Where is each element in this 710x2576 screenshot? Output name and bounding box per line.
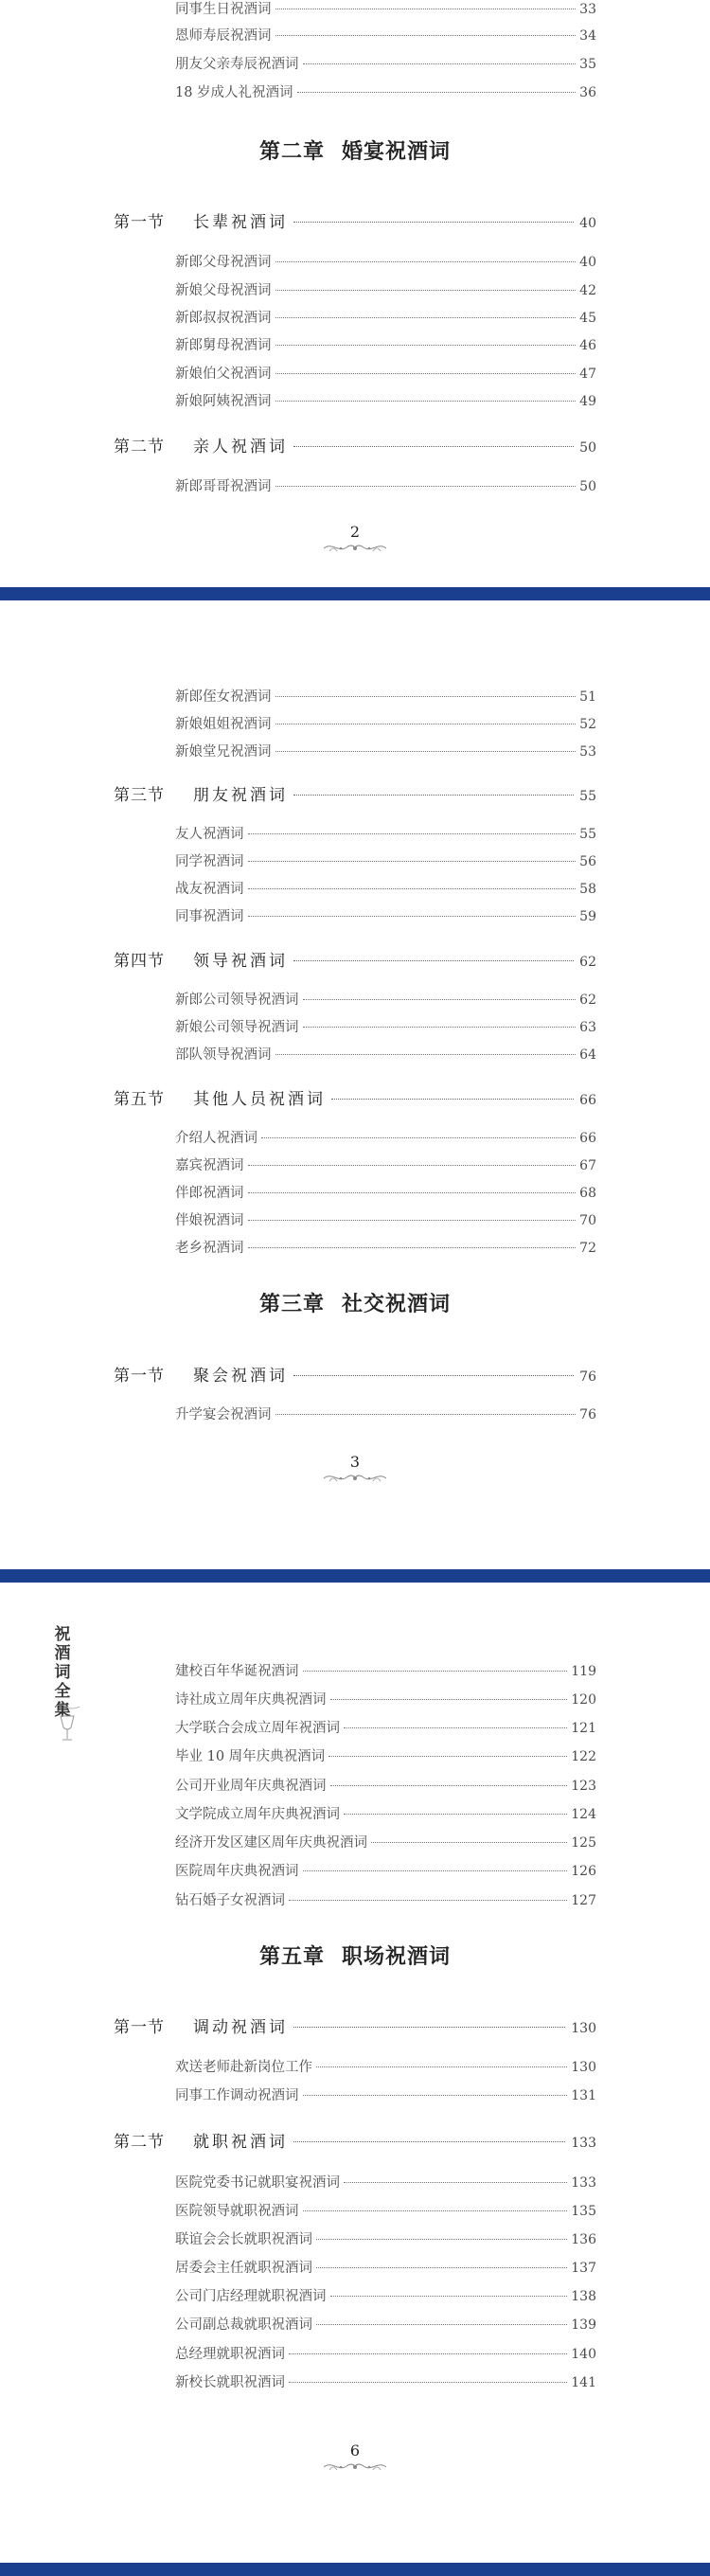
toc-entry[interactable] <box>175 390 596 413</box>
entry-title: 同事祝酒词 <box>175 909 244 924</box>
section-title: 就职祝酒词 <box>193 2133 288 2152</box>
dot-leader <box>275 401 577 402</box>
section-heading[interactable] <box>114 1085 596 1110</box>
dot-leader <box>316 2324 567 2325</box>
toc-entry[interactable] <box>175 1016 596 1039</box>
dot-leader <box>275 261 577 262</box>
toc-entry[interactable] <box>175 1209 596 1232</box>
entry-page: 40 <box>579 255 596 270</box>
entry-title: 朋友父亲寿辰祝酒词 <box>175 57 299 72</box>
entry-title: 部队领导祝酒词 <box>175 1047 272 1063</box>
dot-leader <box>293 2027 565 2028</box>
toc-page-3 <box>0 600 710 1569</box>
chapter-label: 第五章 <box>258 1944 325 1969</box>
entry-page: 51 <box>579 689 596 705</box>
chapter-label: 第二章 <box>258 139 325 164</box>
entry-title: 诗社成立周年庆典祝酒词 <box>175 1692 327 1708</box>
entry-title: 大学联合会成立周年祝酒词 <box>175 1721 340 1736</box>
entry-page: 141 <box>571 2375 596 2390</box>
section-title: 朋友祝酒词 <box>193 786 288 805</box>
section-heading[interactable] <box>114 781 596 806</box>
toc-entry[interactable] <box>175 334 596 357</box>
entry-title: 公司副总裁就职祝酒词 <box>175 2317 312 2333</box>
dot-leader <box>303 63 577 64</box>
entry-title: 文学院成立周年庆典祝酒词 <box>175 1807 340 1822</box>
entry-title: 新娘堂兄祝酒词 <box>175 744 272 760</box>
toc-entry[interactable] <box>175 1154 596 1177</box>
entry-title: 恩师寿辰祝酒词 <box>175 28 272 44</box>
section-page: 50 <box>579 440 596 456</box>
section-heading[interactable] <box>114 433 596 457</box>
toc-entry[interactable] <box>175 1775 596 1798</box>
dot-leader <box>316 2239 567 2240</box>
entry-page: 76 <box>579 1407 596 1422</box>
entry-title: 新娘公司领导祝酒词 <box>175 1020 299 1035</box>
entry-title: 新郎公司领导祝酒词 <box>175 993 299 1008</box>
entry-title: 公司门店经理就职祝酒词 <box>175 2289 327 2304</box>
page-number: 6 <box>349 2442 361 2460</box>
entry-title: 钻石婚子女祝酒词 <box>175 1893 285 1908</box>
dot-leader <box>275 373 577 374</box>
toc-entry[interactable] <box>175 741 596 763</box>
entry-page: 138 <box>571 2289 596 2304</box>
dot-leader <box>303 2210 568 2211</box>
dot-leader <box>275 696 577 697</box>
entry-title: 新郎侄女祝酒词 <box>175 689 272 705</box>
dot-leader <box>248 833 577 834</box>
dot-leader <box>293 2141 565 2142</box>
toc-entry[interactable] <box>175 1237 596 1260</box>
toc-entry[interactable] <box>175 2343 596 2366</box>
book-title-char: 词 <box>54 1663 71 1682</box>
entry-page: 120 <box>571 1692 596 1708</box>
section-title: 聚会祝酒词 <box>193 1367 288 1386</box>
entry-page: 122 <box>571 1749 596 1764</box>
chapter-heading[interactable] <box>0 135 710 165</box>
dot-leader <box>344 1727 567 1728</box>
entry-title: 新郎父母祝酒词 <box>175 255 272 270</box>
dot-leader <box>248 861 577 862</box>
entry-page: 124 <box>571 1807 596 1822</box>
dot-leader <box>289 2382 567 2383</box>
toc-entry[interactable] <box>175 0 596 21</box>
toc-entry[interactable] <box>175 2172 596 2194</box>
entry-title: 升学宴会祝酒词 <box>175 1407 272 1422</box>
dot-leader <box>275 35 577 36</box>
dot-leader <box>275 290 577 291</box>
entry-page: 33 <box>579 2 596 17</box>
entry-title: 老乡祝酒词 <box>175 1241 244 1256</box>
entry-page: 55 <box>579 827 596 842</box>
entry-title: 友人祝酒词 <box>175 827 244 842</box>
dot-leader <box>248 1247 577 1248</box>
section-heading[interactable] <box>114 2128 596 2153</box>
entry-title: 新郎舅母祝酒词 <box>175 338 272 353</box>
entry-page: 136 <box>571 2232 596 2247</box>
entry-title: 同学祝酒词 <box>175 854 244 869</box>
toc-entry[interactable] <box>175 713 596 736</box>
dot-leader <box>293 446 574 447</box>
section-title: 长辈祝酒词 <box>193 213 288 232</box>
dot-leader <box>289 1900 567 1901</box>
toc-entry[interactable] <box>175 2285 596 2308</box>
book-title-char: 集 <box>54 1701 71 1720</box>
dot-leader <box>289 2353 567 2354</box>
section-label: 第一节 <box>114 1367 165 1386</box>
dot-leader <box>248 1220 577 1221</box>
dot-leader <box>330 1699 568 1700</box>
section-label: 第二节 <box>114 2133 165 2152</box>
toc-entry[interactable] <box>175 1660 596 1683</box>
toc-entry[interactable] <box>175 2371 596 2394</box>
section-heading[interactable] <box>114 947 596 972</box>
toc-entry[interactable] <box>175 279 596 302</box>
section-page: 40 <box>579 216 596 231</box>
entry-title: 居委会主任就职祝酒词 <box>175 2261 312 2276</box>
dot-leader <box>293 1375 574 1376</box>
dot-leader <box>248 1165 577 1166</box>
chapter-heading[interactable] <box>0 1941 710 1970</box>
chapter-heading[interactable] <box>0 1288 710 1317</box>
dot-leader <box>275 1054 577 1055</box>
page-divider <box>0 1569 710 1583</box>
entry-title: 经济开发区建区周年庆典祝酒词 <box>175 1835 367 1851</box>
entry-title: 总经理就职祝酒词 <box>175 2347 285 2362</box>
toc-entry[interactable] <box>175 81 596 104</box>
entry-page: 47 <box>579 367 596 382</box>
chapter-title: 社交祝酒词 <box>342 1292 452 1316</box>
section-page: 62 <box>579 955 596 970</box>
entry-page: 67 <box>579 1158 596 1173</box>
dot-leader <box>275 317 577 318</box>
toc-entry[interactable] <box>175 850 596 873</box>
entry-page: 130 <box>571 2060 596 2075</box>
toc-entry[interactable] <box>175 2084 596 2107</box>
entry-title: 建校百年华诞祝酒词 <box>175 1664 299 1679</box>
dot-leader <box>303 2095 568 2096</box>
dot-leader <box>293 960 574 961</box>
entry-title: 新娘父母祝酒词 <box>175 283 272 298</box>
book-title-char: 酒 <box>54 1644 71 1663</box>
entry-page: 46 <box>579 338 596 353</box>
entry-title: 伴郎祝酒词 <box>175 1186 244 1201</box>
entry-title: 新郎叔叔祝酒词 <box>175 311 272 326</box>
entry-title: 新校长就职祝酒词 <box>175 2375 285 2390</box>
toc-entry[interactable] <box>175 2200 596 2223</box>
entry-page: 50 <box>579 479 596 494</box>
entry-page: 56 <box>579 854 596 869</box>
toc-entry[interactable] <box>175 1803 596 1826</box>
entry-page: 59 <box>579 909 596 924</box>
entry-page: 125 <box>571 1835 596 1851</box>
entry-title: 同事工作调动祝酒词 <box>175 2088 299 2103</box>
dot-leader <box>275 486 577 487</box>
section-title: 调动祝酒词 <box>193 2018 288 2037</box>
dot-leader <box>275 751 577 752</box>
entry-title: 医院周年庆典祝酒词 <box>175 1864 299 1879</box>
section-label: 第一节 <box>114 213 165 232</box>
dot-leader <box>371 1842 567 1843</box>
entry-page: 42 <box>579 283 596 298</box>
section-title: 亲人祝酒词 <box>193 438 288 456</box>
dot-leader <box>344 2182 567 2183</box>
dot-leader <box>303 1671 568 1672</box>
section-page: 133 <box>571 2136 596 2151</box>
toc-entry[interactable] <box>175 2257 596 2280</box>
page-number: 3 <box>349 1453 361 1471</box>
entry-title: 伴娘祝酒词 <box>175 1213 244 1228</box>
entry-page: 36 <box>579 85 596 100</box>
entry-page: 49 <box>579 394 596 409</box>
entry-page: 68 <box>579 1186 596 1201</box>
entry-page: 35 <box>579 57 596 72</box>
section-page: 55 <box>579 789 596 804</box>
entry-page: 140 <box>571 2347 596 2362</box>
entry-page: 135 <box>571 2204 596 2219</box>
ornament-icon <box>322 1470 388 1485</box>
dot-leader <box>344 1814 567 1815</box>
entry-page: 66 <box>579 1131 596 1146</box>
toc-entry[interactable] <box>175 25 596 47</box>
page-divider <box>0 2563 710 2576</box>
dot-leader <box>331 1099 574 1100</box>
entry-page: 53 <box>579 744 596 760</box>
toc-entry[interactable] <box>175 878 596 901</box>
entry-title: 嘉宾祝酒词 <box>175 1158 244 1173</box>
entry-title: 公司开业周年庆典祝酒词 <box>175 1779 327 1794</box>
toc-entry[interactable] <box>175 823 596 846</box>
entry-title: 联谊会会长就职祝酒词 <box>175 2232 312 2247</box>
section-page: 76 <box>579 1369 596 1385</box>
toc-entry[interactable] <box>175 989 596 1011</box>
section-page: 130 <box>571 2021 596 2036</box>
entry-title: 医院领导就职祝酒词 <box>175 2204 299 2219</box>
toc-entry[interactable] <box>175 2314 596 2336</box>
dot-leader <box>297 92 577 93</box>
section-label: 第一节 <box>114 2018 165 2037</box>
toc-entry[interactable] <box>175 2228 596 2251</box>
entry-title: 新郎哥哥祝酒词 <box>175 479 272 494</box>
dot-leader <box>275 1414 577 1415</box>
entry-page: 52 <box>579 717 596 732</box>
dot-leader <box>330 1785 568 1786</box>
entry-page: 131 <box>571 2088 596 2103</box>
dot-leader <box>316 2267 567 2268</box>
entry-title: 战友祝酒词 <box>175 882 244 897</box>
section-title: 领导祝酒词 <box>193 952 288 971</box>
entry-page: 139 <box>571 2317 596 2333</box>
entry-page: 62 <box>579 993 596 1008</box>
dot-leader <box>303 1027 577 1028</box>
section-label: 第四节 <box>114 952 165 971</box>
wine-glass-icon <box>53 1703 81 1744</box>
page-divider <box>0 587 710 600</box>
entry-page: 63 <box>579 1020 596 1035</box>
ornament-icon <box>322 2459 388 2474</box>
page-number: 2 <box>349 523 361 541</box>
toc-entry[interactable] <box>175 1404 596 1426</box>
dot-leader <box>330 2296 568 2297</box>
toc-entry[interactable] <box>175 1745 596 1768</box>
entry-page: 64 <box>579 1047 596 1063</box>
entry-title: 18 岁成人礼祝酒词 <box>175 85 293 100</box>
section-page: 66 <box>579 1093 596 1108</box>
entry-title: 介绍人祝酒词 <box>175 1131 257 1146</box>
section-label: 第三节 <box>114 786 165 805</box>
entry-page: 45 <box>579 311 596 326</box>
toc-entry[interactable] <box>175 2056 596 2079</box>
toc-entry[interactable] <box>175 53 596 76</box>
dot-leader <box>248 1192 577 1193</box>
entry-page: 126 <box>571 1864 596 1879</box>
dot-leader <box>328 1756 567 1757</box>
entry-title: 新娘伯父祝酒词 <box>175 367 272 382</box>
toc-entry[interactable] <box>175 363 596 385</box>
entry-page: 123 <box>571 1779 596 1794</box>
dot-leader <box>303 1870 568 1871</box>
toc-entry[interactable] <box>175 307 596 330</box>
chapter-label: 第三章 <box>258 1292 325 1316</box>
entry-page: 119 <box>571 1664 596 1679</box>
toc-page-2 <box>0 0 710 587</box>
entry-title: 新娘阿姨祝酒词 <box>175 394 272 409</box>
entry-title: 医院党委书记就职宴祝酒词 <box>175 2175 340 2191</box>
toc-entry[interactable] <box>175 1832 596 1854</box>
section-heading[interactable] <box>114 1362 596 1386</box>
entry-page: 58 <box>579 882 596 897</box>
dot-leader <box>248 888 577 889</box>
entry-title: 同事生日祝酒词 <box>175 2 272 17</box>
section-label: 第五节 <box>114 1090 165 1109</box>
toc-entry[interactable] <box>175 905 596 928</box>
dot-leader <box>303 999 577 1000</box>
toc-entry[interactable] <box>175 1044 596 1066</box>
entry-page: 121 <box>571 1721 596 1736</box>
toc-entry[interactable] <box>175 251 596 274</box>
toc-entry[interactable] <box>175 1127 596 1150</box>
dot-leader <box>293 795 574 796</box>
entry-page: 133 <box>571 2175 596 2191</box>
entry-page: 70 <box>579 1213 596 1228</box>
toc-entry[interactable] <box>175 475 596 498</box>
entry-page: 127 <box>571 1893 596 1908</box>
toc-entry[interactable] <box>175 1182 596 1205</box>
toc-entry[interactable] <box>175 1689 596 1711</box>
entry-title: 新娘姐姐祝酒词 <box>175 717 272 732</box>
dot-leader <box>248 916 577 917</box>
entry-page: 72 <box>579 1241 596 1256</box>
toc-entry[interactable] <box>175 1717 596 1740</box>
ornament-icon <box>322 540 388 555</box>
chapter-title: 婚宴祝酒词 <box>342 139 452 164</box>
dot-leader <box>316 2066 567 2067</box>
toc-entry[interactable] <box>175 1889 596 1912</box>
book-title-char: 全 <box>54 1682 71 1701</box>
section-title: 其他人员祝酒词 <box>193 1090 326 1109</box>
entry-page: 34 <box>579 28 596 44</box>
toc-entry[interactable] <box>175 686 596 708</box>
entry-title: 欢送老师赴新岗位工作 <box>175 2060 312 2075</box>
section-label: 第二节 <box>114 438 165 456</box>
toc-entry[interactable] <box>175 1860 596 1883</box>
chapter-title: 职场祝酒词 <box>342 1944 452 1969</box>
book-title-char: 祝 <box>54 1625 71 1644</box>
section-heading[interactable] <box>114 2013 596 2038</box>
dot-leader <box>261 1137 576 1138</box>
entry-title: 毕业 10 周年庆典祝酒词 <box>175 1749 326 1764</box>
dot-leader <box>293 222 574 223</box>
dot-leader <box>275 345 577 346</box>
toc-page-6 <box>0 1583 710 2563</box>
section-heading[interactable] <box>114 208 596 233</box>
entry-page: 137 <box>571 2261 596 2276</box>
